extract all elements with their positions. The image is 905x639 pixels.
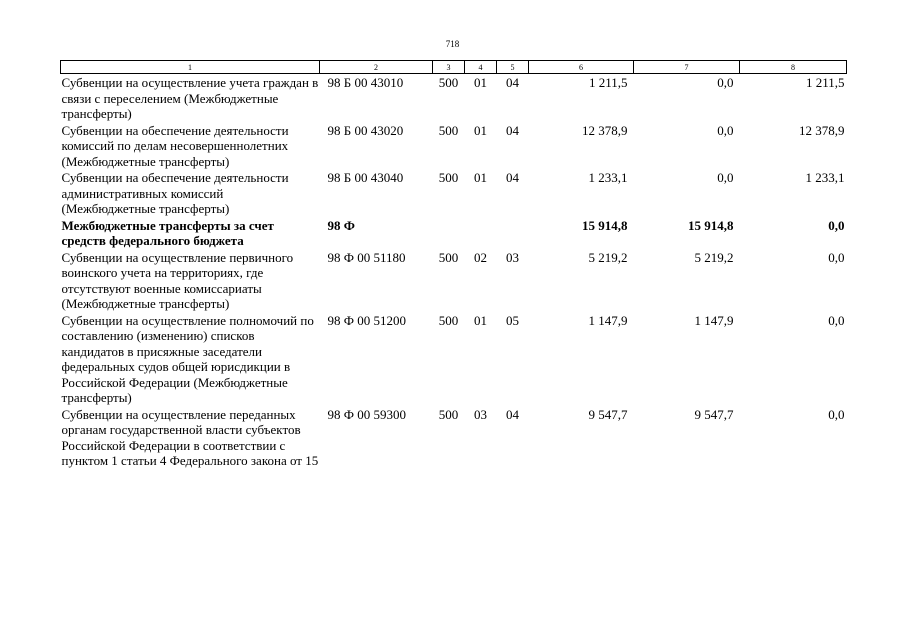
row-code: 98 Б 00 43010 [327,75,404,90]
row-code: 98 Б 00 43040 [327,170,404,185]
row-col6: 1 211,5 [588,75,628,90]
table-row [61,74,847,122]
row-col6: 5 219,2 [588,249,628,265]
row-col3: 500 [438,406,459,422]
row-col6: 9 547,7 [588,406,628,422]
row-col4 [465,217,497,249]
row-col8: 1 233,1 [805,170,845,185]
row-col5: 05 [506,312,519,328]
row-col4: 03 [474,406,487,422]
row-col7: 1 147,9 [694,312,734,328]
header-cell: 2 [320,61,433,74]
table-row [61,406,847,469]
table-row-section [61,217,847,249]
row-col3: 500 [438,75,459,90]
row-col5: 04 [506,122,519,138]
row-name: Субвенции на обеспечение деятельности административных комиссий (Межбюджетные трансферты) [61,170,289,216]
row-col7: 0,0 [717,122,734,138]
row-col3: 500 [438,312,459,328]
row-name: Субвенции на осуществление учета граждан в связи с переселением (Межбюджетные трансферты) [61,75,319,121]
row-col8: 1 211,5 [805,75,845,90]
header-cell: 3 [433,61,465,74]
row-col8: 0,0 [828,406,845,422]
page-number: 718 [445,39,460,49]
row-name: Субвенции на обеспечение деятельности комиссий по делам несовершеннолетних (Межбюджетные трансферты) [61,122,289,169]
row-col7: 0,0 [717,75,734,90]
row-col4: 01 [474,170,487,185]
header-cell: 1 [61,61,320,74]
row-name: Субвенции на осуществление переданных органам государственной власти субъектов Российской Федерации в соответствии с пунктом 1 статьи 4 Федерального закона от 15 [61,406,319,468]
row-col5 [497,217,529,249]
row-code: 98 Б 00 43020 [327,122,404,138]
row-col5: 04 [506,406,519,422]
row-name: Субвенции на осуществление первичного воинского учета на территориях, где отсутствуют военные комиссариаты (Межбюджетные трансферты) [61,249,294,311]
row-name: Межбюджетные трансферты за счет средств федерального бюджета [61,217,274,248]
header-cell: 5 [497,61,529,74]
row-col7: 15 914,8 [688,217,734,233]
row-col7: 5 219,2 [694,249,734,265]
row-code: 98 Ф [327,217,355,233]
header-cell: 4 [465,61,497,74]
table-row [61,249,847,312]
table-row [61,312,847,406]
row-col8: 12 378,9 [799,122,845,138]
row-name: Субвенции на осуществление полномочий по составлению (изменению) списков кандидатов в присяжные заседатели федеральных судов общей юрисдикции в Российской Федерации (Межбюджетные трансферты) [61,312,314,405]
row-col3: 500 [438,170,459,185]
row-col3: 500 [438,122,459,138]
row-col8: 0,0 [828,312,845,328]
row-col5: 04 [506,75,519,90]
row-col7: 0,0 [717,170,734,185]
row-code: 98 Ф 00 59300 [327,406,407,422]
row-col8: 0,0 [828,217,845,233]
header-row [61,61,847,74]
row-col6: 1 233,1 [588,170,628,185]
header-cell: 6 [529,61,634,74]
row-col6: 12 378,9 [582,122,628,138]
row-col3: 500 [438,249,459,265]
row-col3 [433,217,465,249]
row-col6: 1 147,9 [588,312,628,328]
row-col8: 0,0 [828,249,845,265]
table-row [61,122,847,170]
row-col6: 15 914,8 [582,217,628,233]
table-row [61,169,847,217]
row-col4: 02 [474,249,487,265]
row-col5: 04 [506,170,519,185]
header-cell: 8 [740,61,847,74]
row-col4: 01 [474,75,487,90]
row-col5: 03 [506,249,519,265]
row-code: 98 Ф 00 51180 [327,249,406,265]
header-cell: 7 [634,61,740,74]
budget-table [60,60,847,469]
row-code: 98 Ф 00 51200 [327,312,407,328]
row-col4: 01 [474,122,487,138]
row-col4: 01 [474,312,487,328]
row-col7: 9 547,7 [694,406,734,422]
